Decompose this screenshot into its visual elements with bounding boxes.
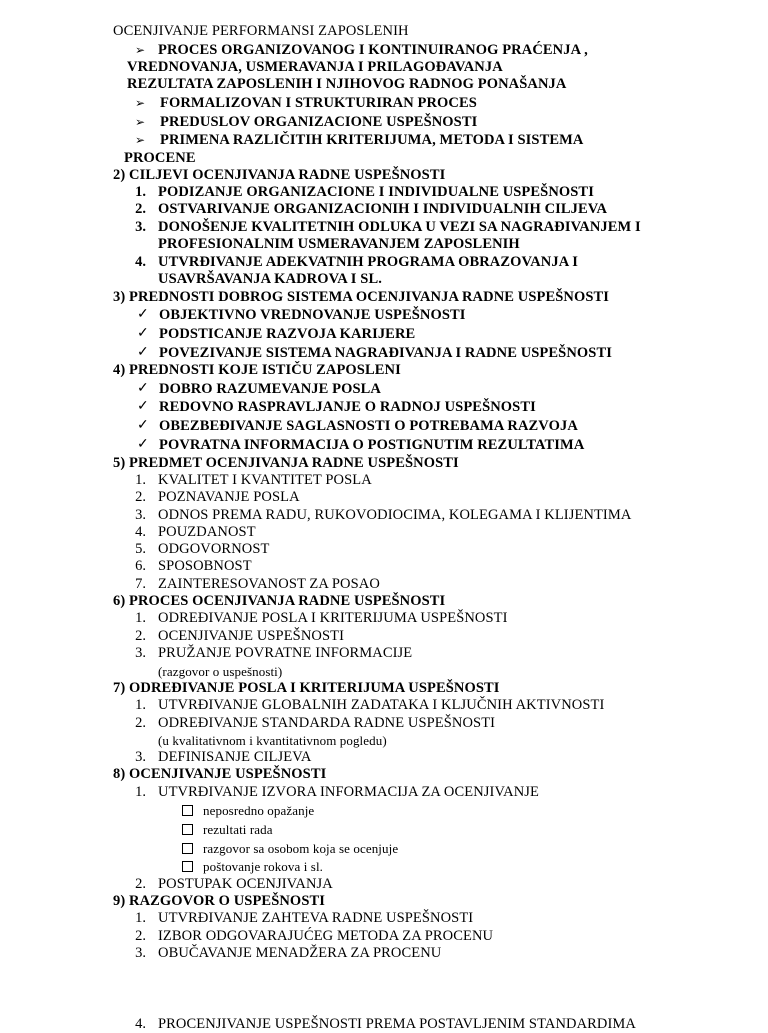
- check-icon: ✓: [137, 399, 149, 414]
- check-icon: ✓: [137, 418, 149, 433]
- list-item: UTVRĐIVANJE ADEKVATNIH PROGRAMA OBRAZOVANJA I: [158, 254, 578, 270]
- check-icon: ✓: [137, 307, 149, 322]
- check-item: POVEZIVANJE SISTEMA NAGRAĐIVANJA I RADNE USPEŠNOSTI: [159, 345, 612, 361]
- section-heading-9: 9) RAZGOVOR O USPEŠNOSTI: [113, 893, 325, 909]
- list-item: SPOSOBNOST: [158, 558, 252, 574]
- list-item: IZBOR ODGOVARAJUĆEG METODA ZA PROCENU: [158, 928, 494, 944]
- check-icon: ✓: [137, 345, 149, 360]
- list-item: POSTUPAK OCENJIVANJA: [158, 876, 333, 892]
- section-heading-7: 7) ODREĐIVANJE POSLA I KRITERIJUMA USPEŠNOSTI: [113, 680, 500, 696]
- check-item: DOBRO RAZUMEVANJE POSLA: [159, 381, 381, 397]
- section-heading-6: 6) PROCES OCENJIVANJA RADNE USPEŠNOSTI: [113, 593, 446, 609]
- list-item: UTVRĐIVANJE GLOBALNIH ZADATAKA I KLJUČNIH AKTIVNOSTI: [158, 697, 605, 713]
- list-number: 6.: [135, 558, 146, 574]
- list-item: OCENJIVANJE USPEŠNOSTI: [158, 628, 345, 644]
- intro-line-2: VREDNOVANJA, USMERAVANJA I PRILAGOĐAVANJA: [127, 59, 503, 75]
- sub-list-item: razgovor sa osobom koja se ocenjuje: [203, 841, 399, 856]
- section-heading-4: 4) PREDNOSTI KOJE ISTIČU ZAPOSLENI: [113, 362, 401, 378]
- section-heading-3: 3) PREDNOSTI DOBROG SISTEMA OCENJIVANJA RADNE USPEŠNOSTI: [113, 289, 610, 305]
- list-item: ZAINTERESOVANOST ZA POSAO: [158, 576, 380, 592]
- section-heading-8: 8) OCENJIVANJE USPEŠNOSTI: [113, 766, 327, 782]
- list-item-cut-off: PROCENJIVANJE USPEŠNOSTI PREMA POSTAVLJENIM STANDARDIMA: [158, 1016, 636, 1032]
- list-item: ODNOS PREMA RADU, RUKOVODIOCIMA, KOLEGAMA I KLIJENTIMA: [158, 507, 632, 523]
- list-item: ODGOVORNOST: [158, 541, 270, 557]
- arrow-bullet-icon: ➢: [135, 115, 146, 129]
- list-number: 1.: [135, 697, 146, 713]
- check-icon: ✓: [137, 437, 149, 452]
- check-item: PODSTICANJE RAZVOJA KARIJERE: [159, 326, 416, 342]
- list-number: 2.: [135, 201, 146, 217]
- intro-arrow-item: FORMALIZOVAN I STRUKTURIRAN PROCES: [160, 95, 477, 111]
- list-item: ODREĐIVANJE STANDARDA RADNE USPEŠNOSTI: [158, 715, 496, 731]
- arrow-bullet-icon: ➢: [135, 43, 146, 57]
- list-item: PODIZANJE ORGANIZACIONE I INDIVIDUALNE USPEŠNOSTI: [158, 184, 594, 200]
- intro-continuation: PROCENE: [124, 150, 196, 166]
- arrow-bullet-icon: ➢: [135, 96, 146, 110]
- list-item: POUZDANOST: [158, 524, 256, 540]
- list-number: 1.: [135, 784, 146, 800]
- list-number: 1.: [135, 472, 146, 488]
- list-item: POZNAVANJE POSLA: [158, 489, 300, 505]
- checkbox-square-icon: [182, 805, 193, 816]
- arrow-bullet-icon: ➢: [135, 133, 146, 147]
- intro-arrow-item: PREDUSLOV ORGANIZACIONE USPEŠNOSTI: [160, 114, 478, 130]
- document-title: OCENJIVANJE PERFORMANSI ZAPOSLENIH: [113, 23, 409, 39]
- list-item-note: (u kvalitativnom i kvantitativnom pogledu): [158, 733, 387, 748]
- check-item: REDOVNO RASPRAVLJANJE O RADNOJ USPEŠNOSTI: [159, 399, 536, 415]
- list-number: 7.: [135, 576, 146, 592]
- list-number: 1.: [135, 184, 146, 200]
- list-item: UTVRĐIVANJE ZAHTEVA RADNE USPEŠNOSTI: [158, 910, 474, 926]
- sub-list-item: rezultati rada: [203, 822, 273, 837]
- list-item: ODREĐIVANJE POSLA I KRITERIJUMA USPEŠNOSTI: [158, 610, 508, 626]
- list-item-continuation: PROFESIONALNIM USMERAVANJEM ZAPOSLENIH: [158, 236, 520, 252]
- list-item: KVALITET I KVANTITET POSLA: [158, 472, 372, 488]
- check-item: OBJEKTIVNO VREDNOVANJE USPEŠNOSTI: [159, 307, 466, 323]
- list-item: UTVRĐIVANJE IZVORA INFORMACIJA ZA OCENJIVANJE: [158, 784, 539, 800]
- list-number: 2.: [135, 628, 146, 644]
- check-item: POVRATNA INFORMACIJA O POSTIGNUTIM REZULTATIMA: [159, 437, 585, 453]
- sub-list-item: neposredno opažanje: [203, 803, 315, 818]
- intro-line-3: REZULTATA ZAPOSLENIH I NJIHOVOG RADNOG PONAŠANJA: [127, 76, 567, 92]
- list-number: 2.: [135, 876, 146, 892]
- list-item-continuation: USAVRŠAVANJA KADROVA I SL.: [158, 271, 382, 287]
- list-number: 1.: [135, 910, 146, 926]
- list-number: 3.: [135, 645, 146, 661]
- checkbox-square-icon: [182, 824, 193, 835]
- list-number: 1.: [135, 610, 146, 626]
- list-number: 4.: [135, 1016, 146, 1032]
- intro-line-1: PROCES ORGANIZOVANOG I KONTINUIRANOG PRAĆENJA ,: [158, 42, 588, 58]
- list-number: 4.: [135, 524, 146, 540]
- list-item: PRUŽANJE POVRATNE INFORMACIJE: [158, 645, 413, 661]
- list-item: DONOŠENJE KVALITETNIH ODLUKA U VEZI SA NAGRAĐIVANJEM I: [158, 219, 641, 235]
- list-item: DEFINISANJE CILJEVA: [158, 749, 312, 765]
- list-number: 3.: [135, 219, 146, 235]
- list-number: 4.: [135, 254, 146, 270]
- list-item: OSTVARIVANJE ORGANIZACIONIH I INDIVIDUALNIH CILJEVA: [158, 201, 608, 217]
- sub-list-item: poštovanje rokova i sl.: [203, 859, 324, 874]
- check-item: OBEZBEĐIVANJE SAGLASNOSTI O POTREBAMA RAZVOJA: [159, 418, 578, 434]
- list-number: 2.: [135, 715, 146, 731]
- list-number: 3.: [135, 749, 146, 765]
- list-number: 5.: [135, 541, 146, 557]
- section-heading-5: 5) PREDMET OCENJIVANJA RADNE USPEŠNOSTI: [113, 455, 459, 471]
- list-number: 3.: [135, 945, 146, 961]
- intro-arrow-item: PRIMENA RAZLIČITIH KRITERIJUMA, METODA I SISTEMA: [160, 132, 584, 148]
- list-number: 2.: [135, 928, 146, 944]
- checkbox-square-icon: [182, 861, 193, 872]
- check-icon: ✓: [137, 326, 149, 341]
- list-number: 2.: [135, 489, 146, 505]
- section-heading-2: 2) CILJEVI OCENJIVANJA RADNE USPEŠNOSTI: [113, 167, 446, 183]
- checkbox-square-icon: [182, 843, 193, 854]
- list-item: OBUČAVANJE MENADŽERA ZA PROCENU: [158, 945, 442, 961]
- list-item-note: (razgovor o uspešnosti): [158, 664, 283, 679]
- check-icon: ✓: [137, 381, 149, 396]
- list-number: 3.: [135, 507, 146, 523]
